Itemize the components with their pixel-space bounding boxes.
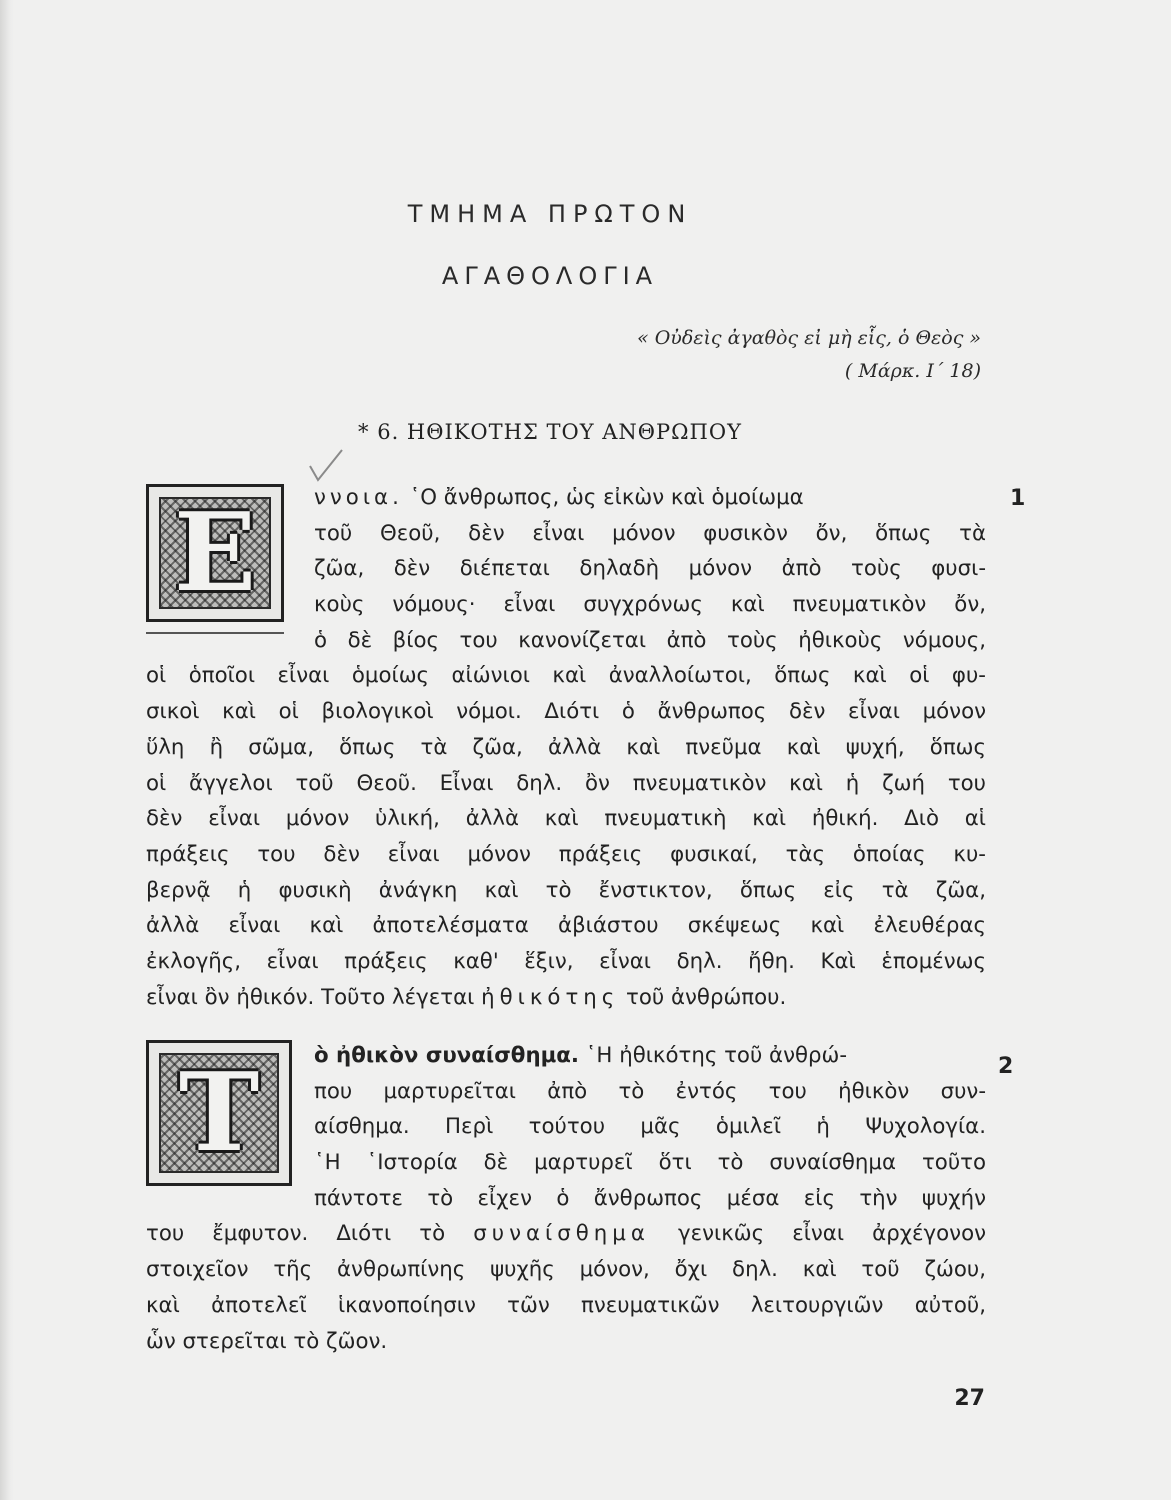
paragraph-line: ὸ ἠθικὸν συναίσθημα. ῾Η ἠθικότης τοῦ ἀνθρώ- bbox=[314, 1043, 848, 1068]
paragraph-line: δὲν εἶναι μόνον ὑλική, ἀλλὰ καὶ πνευματικὴ καὶ ἠθική. Διὸ αἱ bbox=[146, 806, 986, 832]
paragraph-line: ὕλη ἢ σῶμα, ὅπως τὰ ζῶα, ἀλλὰ καὶ πνεῦμα καὶ ψυχή, ὅπως bbox=[146, 734, 986, 760]
paragraph-number-1: 1 bbox=[1010, 486, 1026, 511]
drop-cap-letter: Ε bbox=[173, 490, 257, 616]
paragraph-line: ὁ δὲ βίος του κανονίζεται ἀπὸ τοὺς ἠθικοὺς νόμους, bbox=[314, 627, 986, 653]
paragraph-line: εἶναι ὂν ἠθικόν. Τοῦτο λέγεται ἠθικότης τοῦ ἀνθρώπου. bbox=[146, 984, 787, 1010]
paragraph-line: τοῦ Θεοῦ, δὲν εἶναι μόνον φυσικὸν ὄν, ὅπως τὰ bbox=[314, 520, 986, 546]
paragraph-line: πράξεις του δὲν εἶναι μόνον πράξεις φυσικαί, τὰς ὁποίας κυ- bbox=[146, 841, 986, 867]
paragraph-line: ὧν στερεῖται τὸ ζῶον. bbox=[146, 1328, 388, 1354]
drop-cap-letter: Τ bbox=[178, 1050, 260, 1176]
paragraph-line: που μαρτυρεῖται ἀπὸ τὸ ἐντός του ἠθικὸν συν- bbox=[314, 1078, 986, 1104]
paragraph-line: αίσθημα. Περὶ τούτου μᾶς ὁμιλεῖ ἡ Ψυχολογία. bbox=[314, 1114, 986, 1140]
paragraph-line: σικοὶ καὶ οἱ βιολογικοὶ νόμοι. Διότι ὁ ἄνθρωπος δὲν εἶναι μόνον bbox=[146, 699, 986, 725]
paragraph-line: ζῶα, δὲν διέπεται δηλαδὴ μόνον ἀπὸ τοὺς φυσι- bbox=[314, 556, 986, 582]
epigraph-reference: ( Μάρκ. Ι΄ 18) bbox=[844, 360, 981, 382]
part-title: ΤΜΗΜΑ ΠΡΩΤΟΝ bbox=[407, 200, 693, 228]
paragraph-line: βερνᾷ ἡ φυσικὴ ἀνάγκη καὶ τὸ ἔνστικτον, ὅπως εἰς τὰ ζῶα, bbox=[146, 877, 986, 903]
paragraph-line: πάντοτε τὸ εἶχεν ὁ ἄνθρωπος μέσα εἰς τὴν ψυχήν bbox=[314, 1185, 986, 1211]
paragraph-line: καὶ ἀποτελεῖ ἱκανοποίησιν τῶν πνευματικῶν λειτουργιῶν αὐτοῦ, bbox=[146, 1292, 986, 1318]
paragraph-number-2: 2 bbox=[998, 1054, 1014, 1079]
paragraph-line: ῾Η ῾Ιστορία δὲ μαρτυρεῖ ὅτι τὸ συναίσθημα τοῦτο bbox=[314, 1150, 986, 1176]
paragraph-line: οἱ ὁποῖοι εἶναι ὁμοίως αἰώνιοι καὶ ἀναλλοίωτοι, ὅπως καὶ οἱ φυ- bbox=[146, 663, 986, 689]
paragraph-2 bbox=[146, 1038, 986, 1359]
epigraph-quote: « Οὐδεὶς ἀγαθὸς εἰ μὴ εἷς, ὁ Θεὸς » bbox=[637, 327, 981, 349]
paragraph-line: ἐκλογῆς, εἶναι πράξεις καθ' ἕξιν, εἶναι δηλ. ἤθη. Καὶ ἑπομένως bbox=[146, 948, 986, 974]
paragraph-1 bbox=[146, 480, 986, 1015]
paragraph-line: οἱ ἄγγελοι τοῦ Θεοῦ. Εἶναι δηλ. ὂν πνευματικὸν καὶ ἡ ζωή του bbox=[146, 770, 986, 796]
epigraph bbox=[637, 322, 981, 388]
paragraph-line: στοιχεῖον τῆς ἀνθρωπίνης ψυχῆς μόνον, ὄχι δηλ. καὶ τοῦ ζώου, bbox=[146, 1257, 986, 1283]
paragraph-line: ννοια. ῾Ο ἄνθρωπος, ὡς εἰκὼν καὶ ὁμοίωμα bbox=[314, 485, 804, 510]
chapter-heading: * 6. ΗΘΙΚΟΤΗΣ ΤΟΥ ΑΝΘΡΩΠΟΥ bbox=[358, 420, 742, 444]
paragraph-line: του ἔμφυτον. Διότι τὸ συναίσθημα γενικῶς εἶναι ἀρχέγονον bbox=[146, 1221, 986, 1247]
page-number: 27 bbox=[954, 1386, 985, 1411]
paragraph-line: ἀλλὰ εἶναι καὶ ἀποτελέσματα ἀβιάστου σκέψεως καὶ ἐλευθέρας bbox=[146, 913, 986, 939]
paragraph-line: κοὺς νόμους· εἶναι συγχρόνως καὶ πνευματικὸν ὄν, bbox=[314, 592, 986, 618]
section-title: ΑΓΑΘΟΛΟΓΙΑ bbox=[441, 262, 659, 290]
